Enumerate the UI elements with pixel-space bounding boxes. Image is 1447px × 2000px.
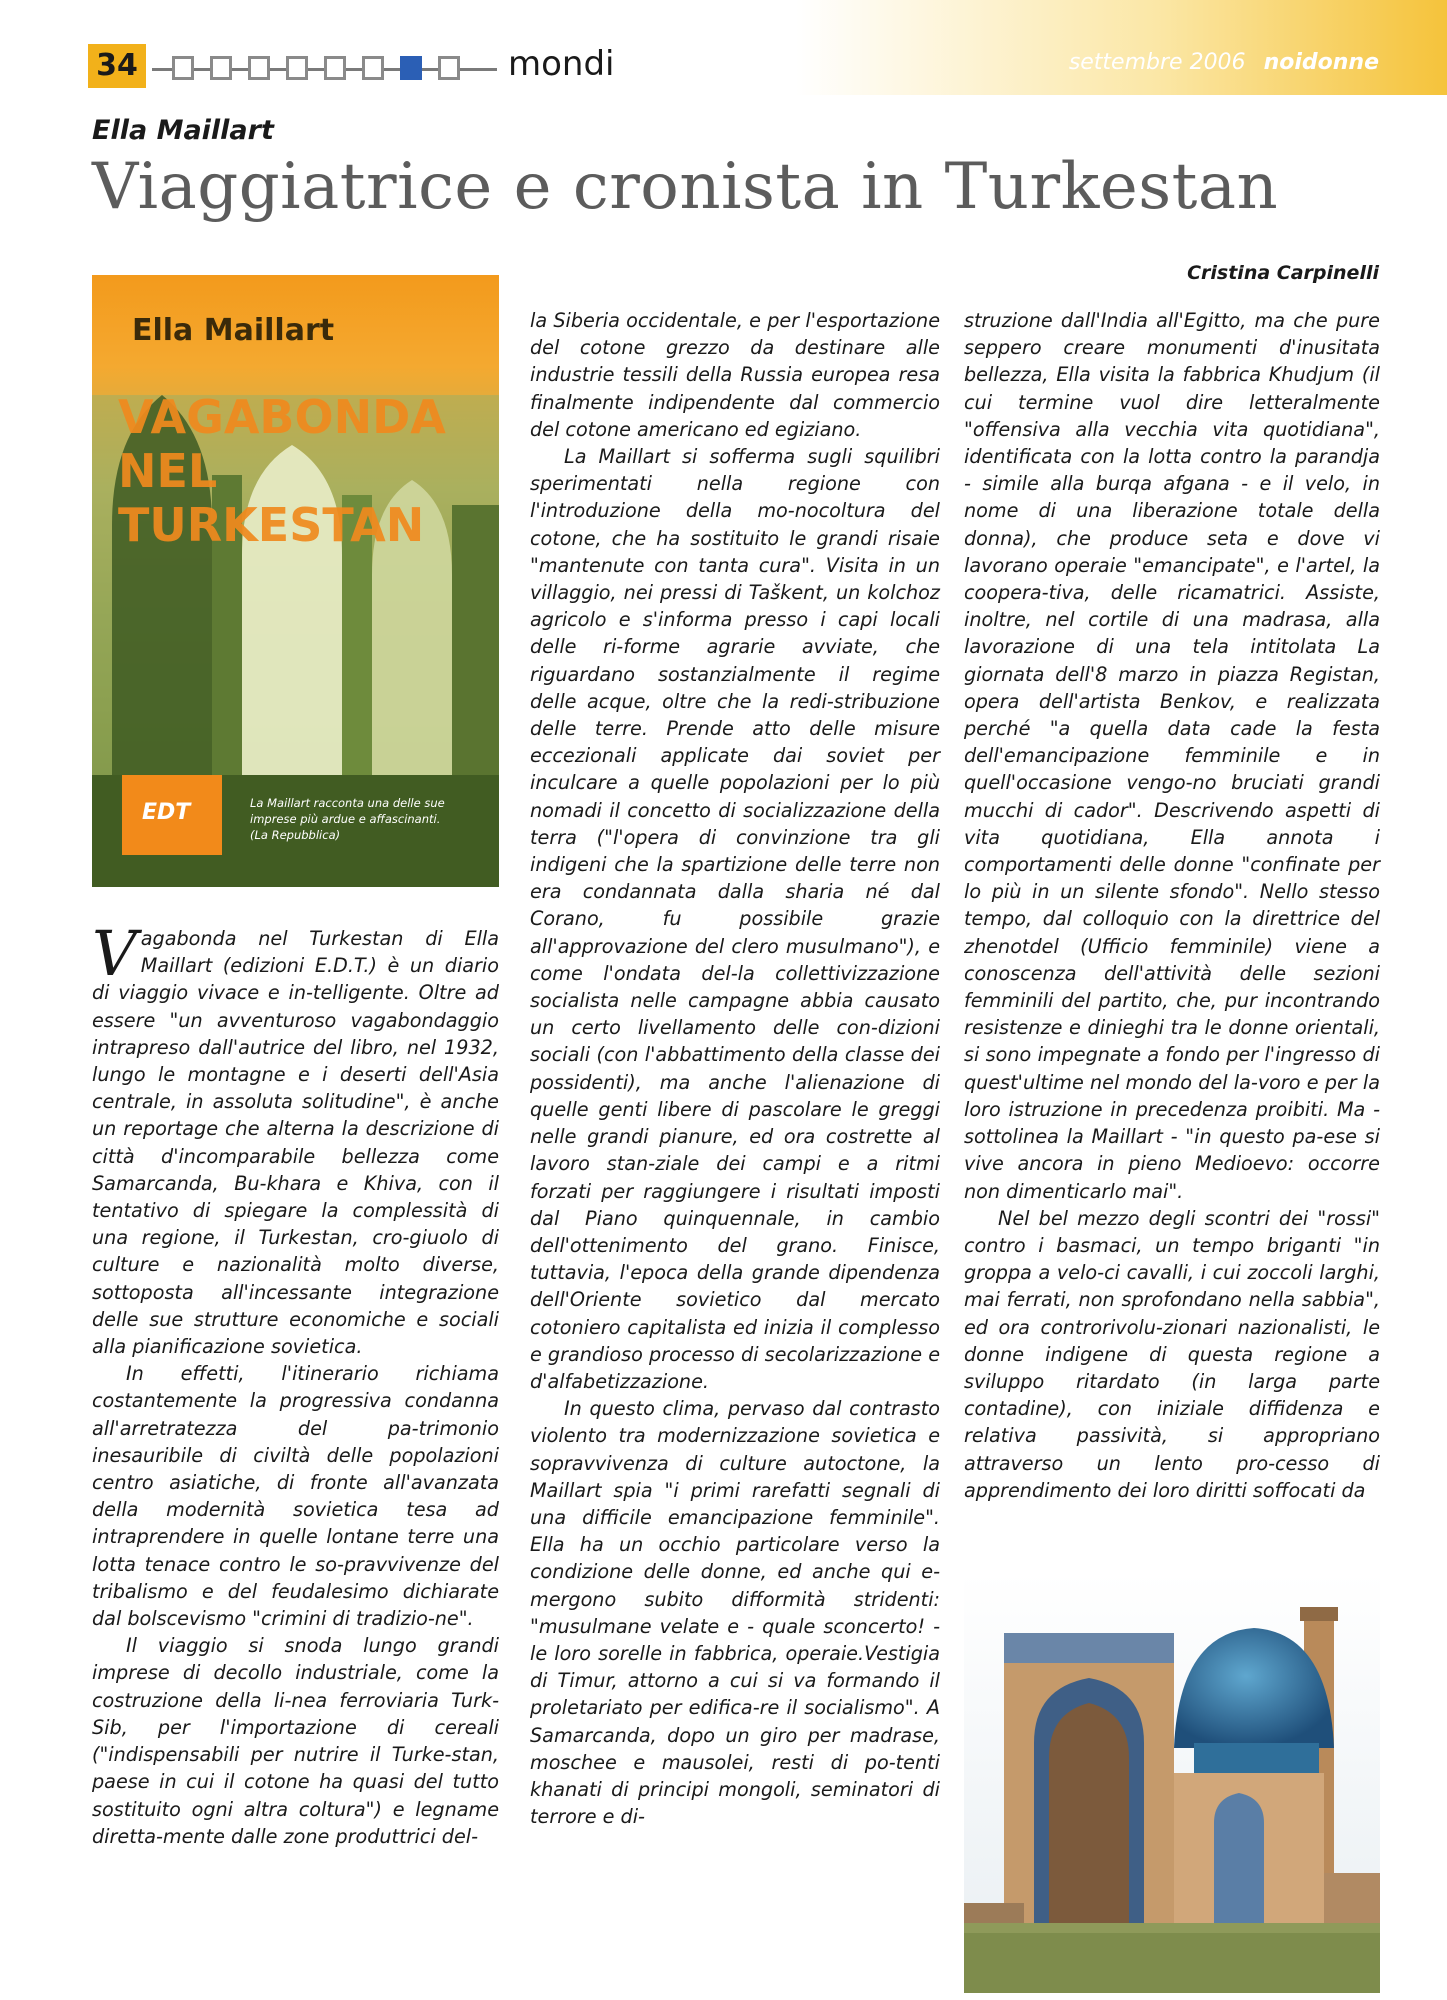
article-column-1 — [92, 917, 499, 1850]
article-paragraph: Nel bel mezzo degli scontri dei "rossi" contro i basmaci, un tempo briganti "in groppa a velo-ci cavalli, i cui zoccoli larghi, mai ferrati, non sprofondano nella sabbia", ed ora controrivolu-zionari nazionalisti, le donne indigene di questa regione a sviluppo ritardato (in larga parte contadine), con iniziale diffidenza e relativa passività, si appropriano attraverso un lento pro-cesso di apprendimento dei loro diritti soffocati da — [964, 1206, 1380, 1502]
article-paragraph — [92, 917, 499, 1360]
article-paragraph: struzione dall'India all'Egitto, ma che pure seppero creare monumenti d'inusitata bellezza, Ella visita la fabbrica Khudjum (il cui termine vuol dire letteralmente "offensiva alla vecchia vita quotidiana", identificata con la lotta contro la parandja - simile alla burqa afgana - e il velo, in nome di una liberazione totale della donna), che produce seta e dove vi lavorano operaie "emancipate", e l'artel, la coopera-tiva, delle ricamatrici. Assiste, inoltre, nel cortile di una madrasa, alla lavorazione di una tela intitolata La giornata dell'8 marzo in piazza Registan, opera dell'artista Benkov, e realizzata perché "a quella data cade la festa dell'emancipazione femminile e in quell'occasione vengo-no bruciati grandi mucchi di cador". Descrivendo aspetti di vita quotidiana, Ella annota i comportamenti delle donne "confinate per lo più in un silente sfondo". Nello stesso tempo, dal colloquio con la direttrice del zhenotdel (Ufficio femminile) viene a conoscenza dell'attività delle sezioni femminili del partito, che, pur incontrando resistenze e dinieghi tra le donne orientali, si sono impegnate a fondo per l'ingresso di quest'ultime nel mondo del la-voro e per la loro istruzione in precedenza proibiti. Ma - sottolinea la Maillart - "in questo pa-ese si vive ancora in pieno Medioevo: occorre non dimenticarlo mai". — [964, 309, 1380, 1203]
cover-title — [118, 390, 499, 552]
mausoleum-illustration — [964, 1573, 1380, 1993]
article-paragraph: Il viaggio si snoda lungo grandi imprese di decollo industriale, come la costruzione della li-nea ferroviaria Turk-Sib, per l'importazione di cereali ("indispensabili per nutrire il Turke-stan, paese in cui il cotone ha quasi del tutto sostituito ogni altra coltura") e legname diretta-mente dalle zone produttrici del- — [92, 1634, 499, 1848]
article-paragraph-text: agabonda nel Turkestan di Ella Maillart (edizioni E.D.T.) è un diario di viaggio vivace e in-telligente. Oltre ad essere "un avventuroso vagabondaggio intrapreso dall'autrice del libro, nel 1932, lungo le montagne e i deserti dell'Asia centrale, in assoluta solitudine", è anche un reportage che alterna la descrizione di città d'incomparabile bellezza come Samarcanda, Bu-khara e Khiva, con il tentativo di spiegare la complessità di una regione, il Turkestan, cro-giuolo di culture e nazionalità molto diverse, sottoposta all'incessante integrazione delle sue strutture economiche e sociali alla pianificazione sovietica. — [92, 927, 499, 1359]
issue-dateline — [1069, 50, 1379, 75]
cover-quote-source: (La Repubblica) — [250, 828, 341, 842]
cover-quote — [250, 795, 485, 843]
publisher-logo: EDT — [142, 800, 191, 825]
section-indicator — [152, 56, 497, 86]
section-square — [362, 56, 384, 80]
section-square — [172, 56, 194, 80]
article-paragraph: In effetti, l'itinerario richiama costantemente la progressiva condanna all'arretratezza del pa-trimonio inesauribile di civiltà delle popolazioni centro asiatiche, di fronte all'avanzata della modernità sovietica tesa ad intraprendere in quelle lontane terre una lotta tenace contro le so-pravvivenze del tribalismo e del feudalesimo dichiarate dal bolscevismo "crimini di tradizio-ne". — [92, 1362, 499, 1631]
section-name: mondi — [508, 44, 615, 84]
magazine-name: noidonne — [1263, 50, 1379, 75]
page-number: 34 — [88, 44, 146, 88]
article-paragraph: La Maillart si sofferma sugli squilibri sperimentati nella regione con l'introduzione della mo-nocoltura del cotone, che ha sostituito le grandi risaie "mantenute con tanta cura". Visita in un villaggio, nei pressi di Taškent, un kolchoz agricolo e s'informa presso i capi locali delle ri-forme agrarie avviate, che riguardano sostanzialmente il regime delle acque, oltre che la redi-stribuzione delle terre. Prende atto delle misure eccezionali applicate dai soviet per inculcare a quelle popolazioni per lo più nomadi il concetto di socializzazione della terra ("l'opera di convinzione tra gli indigeni che la spartizione delle terre non era condannata dalla sharia né dal Corano, fu possibile grazie all'approvazione del clero musulmano"), e come l'ondata del-la collettivizzazione socialista nelle campagne abbia causato un certo livellamento delle con-dizioni sociali (con l'abbattimento della classe dei possidenti), ma anche l'alienazione di quelle genti libere di pascolare le greggi nelle grandi pianure, ed ora costrette al lavoro stan-ziale dei campi e a ritmi forzati per raggiungere i risultati imposti dal Piano quinquennale, in cambio dell'ottenimento del grano. Finisce, tuttavia, l'epoca della grande dipendenza dell'Oriente sovietico dal mercato cotoniero capitalista ed inizia il complesso e grandioso processo di secolarizzazione e d'alfabetizzazione. — [530, 445, 940, 1393]
drop-cap: V — [92, 917, 137, 990]
article-headline: Viaggiatrice e cronista in Turkestan — [92, 150, 1279, 224]
section-square — [438, 56, 460, 80]
section-square-active — [400, 56, 422, 80]
article-column-3 — [964, 307, 1380, 1504]
cover-title-line: VAGABONDA — [118, 390, 446, 444]
article-byline: Cristina Carpinelli — [1187, 262, 1379, 284]
section-square — [324, 56, 346, 80]
issue-date: settembre 2006 — [1068, 50, 1246, 75]
section-square — [210, 56, 232, 80]
article-column-2 — [530, 307, 940, 1830]
cover-quote-text: La Maillart racconta una delle sue imprese più ardue e affascinanti. — [250, 796, 445, 826]
article-paragraph: In questo clima, pervaso dal contrasto violento tra modernizzazione sovietica e sopravvivenza di culture autoctone, la Maillart spia "i primi rarefatti segnali di una difficile emancipazione femminile". Ella ha un occhio particolare verso la condizione delle donne, ed anche qui e-mergono subito difformità stridenti: "musulmane velate e - quale sconcerto! - le loro sorelle in fabbrica, operaie.Vestigia di Timur, attorno a cui si va formando il proletariato per edifica-re il socialismo". A Samarcanda, dopo un giro per madrase, moschee e mausolei, resti di po-tenti khanati di principi mongoli, seminatori di terrore e di- — [530, 1397, 940, 1829]
section-square — [286, 56, 308, 80]
mausoleum-photo — [964, 1573, 1380, 1993]
cover-author: Ella Maillart — [132, 313, 335, 348]
article-paragraph: la Siberia occidentale, e per l'esportazione del cotone grezzo da destinare alle industrie tessili della Russia europea resa finalmente indipendente dal commercio del cotone americano ed egiziano. — [530, 309, 940, 441]
cover-title-line: NEL TURKESTAN — [118, 444, 425, 552]
book-cover-image — [92, 275, 499, 887]
article-kicker: Ella Maillart — [92, 115, 274, 146]
section-square — [248, 56, 270, 80]
